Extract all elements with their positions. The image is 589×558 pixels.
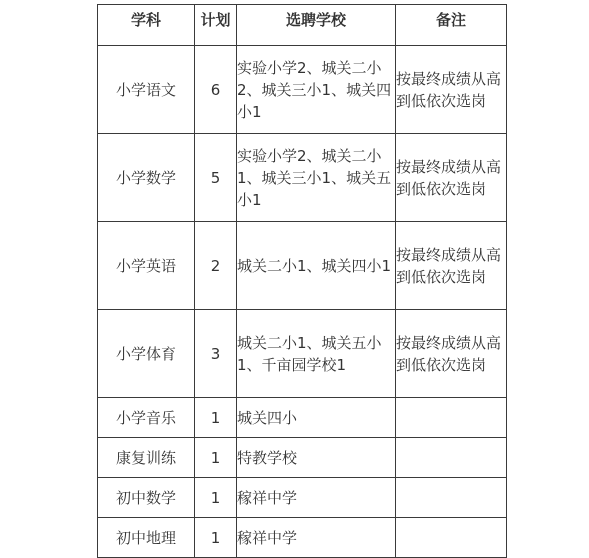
header-note: 备注 [396, 5, 507, 46]
cell-count: 1 [195, 438, 237, 478]
cell-school: 特教学校 [237, 438, 396, 478]
table-row [98, 222, 507, 310]
cell-note: 按最终成绩从高到低依次选岗 [396, 222, 507, 310]
table-row [98, 478, 507, 518]
table-row [98, 398, 507, 438]
cell-count: 1 [195, 398, 237, 438]
cell-note [396, 438, 507, 478]
cell-subject: 初中地理 [98, 518, 195, 558]
cell-subject: 康复训练 [98, 438, 195, 478]
cell-subject: 小学音乐 [98, 398, 195, 438]
header-subject: 学科 [98, 5, 195, 46]
cell-school: 城关四小 [237, 398, 396, 438]
cell-subject: 初中数学 [98, 478, 195, 518]
cell-count: 1 [195, 518, 237, 558]
cell-note [396, 478, 507, 518]
cell-note: 按最终成绩从高到低依次选岗 [396, 46, 507, 134]
table-header-row [98, 5, 507, 46]
cell-count: 2 [195, 222, 237, 310]
cell-note: 按最终成绩从高到低依次选岗 [396, 134, 507, 222]
table-row [98, 438, 507, 478]
recruitment-plan-table [97, 4, 507, 558]
table-row [98, 518, 507, 558]
cell-subject: 小学语文 [98, 46, 195, 134]
cell-school: 实验小学2、城关二小1、城关三小1、城关五小1 [237, 134, 396, 222]
table-row [98, 46, 507, 134]
cell-school: 城关二小1、城关四小1 [237, 222, 396, 310]
cell-count: 5 [195, 134, 237, 222]
header-school: 选聘学校 [237, 5, 396, 46]
table-row [98, 310, 507, 398]
table-row [98, 134, 507, 222]
cell-school: 城关二小1、城关五小1、千亩园学校1 [237, 310, 396, 398]
cell-note [396, 518, 507, 558]
cell-subject: 小学英语 [98, 222, 195, 310]
cell-school: 实验小学2、城关二小2、城关三小1、城关四小1 [237, 46, 396, 134]
cell-count: 6 [195, 46, 237, 134]
cell-note [396, 398, 507, 438]
cell-subject: 小学数学 [98, 134, 195, 222]
cell-school: 稼祥中学 [237, 518, 396, 558]
cell-count: 1 [195, 478, 237, 518]
cell-subject: 小学体育 [98, 310, 195, 398]
cell-school: 稼祥中学 [237, 478, 396, 518]
header-count: 计划 [195, 5, 237, 46]
cell-note: 按最终成绩从高到低依次选岗 [396, 310, 507, 398]
cell-count: 3 [195, 310, 237, 398]
